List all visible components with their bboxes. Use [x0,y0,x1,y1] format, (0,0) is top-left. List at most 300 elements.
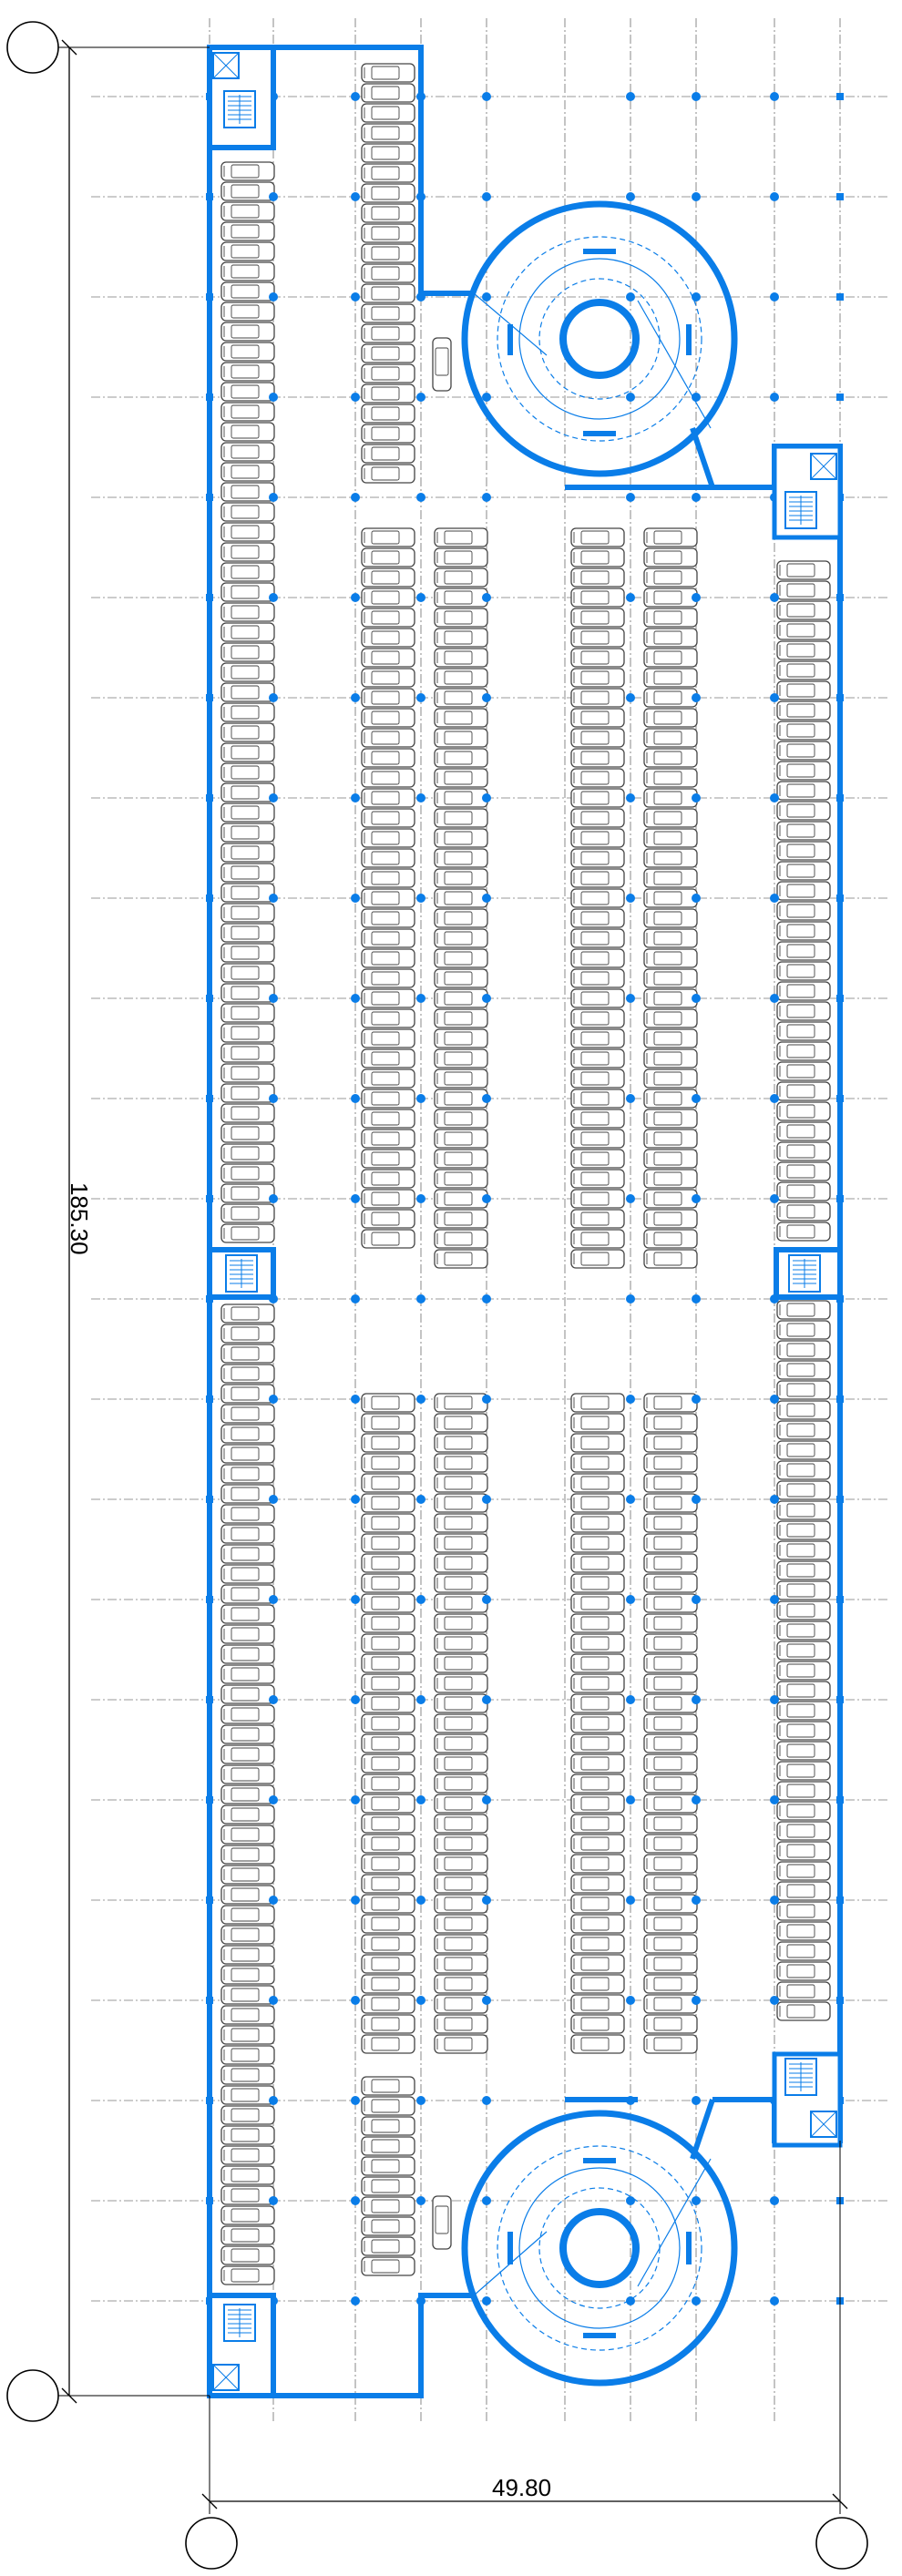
structural-column [692,693,701,702]
parked-car [362,1029,415,1048]
structural-column [626,994,635,1003]
structural-column [416,1094,425,1103]
parked-car [435,1835,487,1853]
parked-car [435,969,487,987]
parked-car [644,669,697,687]
structural-column [770,1495,779,1504]
parked-car [362,64,415,82]
structural-column [351,1695,360,1704]
parked-car [221,984,274,1002]
parked-car [362,889,415,907]
parked-car [571,649,624,667]
parked-car [435,1029,487,1048]
structural-column [626,393,635,402]
parked-car [221,463,274,481]
parked-car [571,1250,624,1268]
parked-car [571,1514,624,1532]
structural-column [626,192,635,201]
parked-car [362,404,415,423]
parked-car [777,1822,830,1840]
parked-car [362,1814,415,1833]
parked-car [644,969,697,987]
parked-car [221,523,274,541]
parked-car [644,1794,697,1813]
parked-car [435,2035,487,2053]
parked-car [777,601,830,619]
parked-car [571,1895,624,1913]
parked-car [221,1505,274,1523]
structural-column [770,693,779,702]
parked-car [777,1202,830,1221]
parked-car [362,1714,415,1733]
structural-column [416,292,425,302]
parked-car [362,284,415,302]
structural-column [770,1395,779,1404]
parked-car [221,1224,274,1242]
parked-car-vertical [433,2196,451,2249]
parked-car [571,829,624,847]
structural-column [770,2296,779,2305]
parked-car [435,1534,487,1552]
structural-column [626,693,635,702]
parked-car [644,1935,697,1953]
parked-car [221,483,274,501]
parked-car [362,324,415,342]
parked-car [362,2015,415,2033]
parked-car [644,1089,697,1108]
parked-car [644,1915,697,1933]
structural-column [770,1194,779,1203]
parked-car [435,1494,487,1512]
parked-car [571,1170,624,1188]
parked-car [221,2266,274,2285]
parked-car [221,2186,274,2204]
exterior-walls [210,47,840,2396]
structural-column [269,1695,278,1704]
structural-column [351,1896,360,1905]
structural-column [692,2196,701,2205]
structural-column [770,2196,779,2205]
parked-car [362,2257,415,2275]
structural-column [482,1495,491,1504]
parked-car [777,1122,830,1140]
parked-car [571,1794,624,1813]
parked-car [362,364,415,383]
parked-car [435,1875,487,1893]
structural-column [269,1595,278,1604]
structural-column [692,2096,701,2105]
parked-car [644,1190,697,1208]
parked-car [221,403,274,421]
parked-car [571,1594,624,1612]
perimeter-column [206,1095,213,1102]
parked-car [221,1585,274,1603]
parked-car [362,204,415,222]
parked-car [777,962,830,980]
parked-car [777,1762,830,1780]
parked-car [362,1434,415,1452]
perimeter-column [206,794,213,802]
perimeter-column [836,1896,844,1904]
ramp-top [465,204,734,487]
parked-car [571,869,624,887]
parked-car [362,2035,415,2053]
parked-car [644,1414,697,1432]
parked-car [435,809,487,827]
parked-car [644,1855,697,1873]
structural-column [482,994,491,1003]
parked-car [435,1514,487,1532]
parked-car [221,1966,274,1984]
parked-car [777,1561,830,1579]
parked-car [435,949,487,967]
parked-car [221,363,274,381]
perimeter-column [206,1796,213,1804]
parked-car [221,2026,274,2044]
parked-car [435,649,487,667]
parked-car [435,1614,487,1632]
parked-car [435,749,487,767]
parked-car [644,2015,697,2033]
parked-car [777,741,830,760]
structural-column [482,92,491,101]
structural-column [692,1595,701,1604]
structural-column [770,1996,779,2005]
parked-car [362,2197,415,2215]
parked-car [362,344,415,363]
parked-car [644,749,697,767]
perimeter-column [836,1496,844,1503]
structural-column [416,894,425,903]
structural-column [351,693,360,702]
parked-car [777,641,830,659]
perimeter-column [836,694,844,701]
structural-column [351,593,360,602]
parked-car [644,829,697,847]
parked-car [644,729,697,747]
structural-column [482,1896,491,1905]
parked-car [362,989,415,1007]
structural-column [351,393,360,402]
parked-car [435,568,487,587]
parked-car [221,322,274,341]
parked-car [571,989,624,1007]
grid-bubble-bottom-1 [186,2518,237,2569]
parked-car [221,262,274,281]
parked-car [435,1250,487,1268]
parked-car [644,1814,697,1833]
parked-car [777,1541,830,1559]
structural-column [482,493,491,502]
parked-car [221,823,274,842]
parked-car [221,1825,274,1844]
perimeter-column [206,1696,213,1703]
parked-car [362,1574,415,1592]
perimeter-column [206,594,213,601]
parked-car [362,608,415,627]
parked-car [777,1621,830,1640]
parked-car [571,709,624,727]
parked-car [644,1895,697,1913]
structural-column [626,793,635,802]
parked-car [435,1434,487,1452]
parked-car [777,1441,830,1459]
parked-car [777,1942,830,1960]
grid-bubble-top-left [7,22,58,73]
parked-car [777,1222,830,1241]
parked-car [362,1935,415,1953]
grid-bubbles [7,22,867,2569]
parked-car [221,663,274,681]
parked-car [362,1514,415,1532]
parked-car [571,1494,624,1512]
parked-car [362,568,415,587]
parked-car [362,1049,415,1068]
perimeter-column [836,1195,844,1202]
parked-car [362,2077,415,2095]
parked-car [362,1534,415,1552]
parked-car [644,1835,697,1853]
structural-column [692,793,701,802]
structural-column [416,1996,425,2005]
structural-column [626,1996,635,2005]
parked-car [435,1634,487,1652]
structural-column [351,793,360,802]
parked-car [221,643,274,661]
parked-car [221,1725,274,1743]
structural-column [692,493,701,502]
structural-column [269,493,278,502]
parked-car [571,1130,624,1148]
parked-car [644,1230,697,1248]
parked-car [571,1855,624,1873]
parked-car [777,1321,830,1339]
parked-car [435,889,487,907]
stair-core-bottom-right [774,2054,840,2145]
parked-car [777,1521,830,1539]
parked-car [435,849,487,867]
parked-car [571,1089,624,1108]
parked-car [571,1835,624,1853]
structural-column [770,1094,779,1103]
parked-car [571,1935,624,1953]
parked-car [571,729,624,747]
structural-column [770,292,779,302]
structural-column [351,894,360,903]
parked-car [362,1915,415,1933]
parked-car [777,862,830,880]
parked-car [571,629,624,647]
parked-car [571,1955,624,1973]
parked-car [362,969,415,987]
parked-car [221,242,274,261]
perimeter-column [206,894,213,902]
structural-column [692,1795,701,1804]
structural-column [269,1795,278,1804]
parked-car [571,1674,624,1692]
structural-column [692,894,701,903]
parked-car [571,1534,624,1552]
structural-column [770,1695,779,1704]
structural-column [770,1795,779,1804]
parked-car [571,1230,624,1248]
parked-car [435,1654,487,1672]
parked-car [777,1162,830,1181]
structural-column [269,793,278,802]
parked-car [435,1574,487,1592]
parked-car [221,1605,274,1623]
structural-column [269,894,278,903]
parked-car [644,1554,697,1572]
structural-column [692,593,701,602]
structural-column [416,493,425,502]
parked-car [221,783,274,802]
structural-column [416,393,425,402]
parked-car [221,1625,274,1643]
parked-car [644,929,697,947]
parked-car [644,1875,697,1893]
parked-car [221,1445,274,1463]
parked-car [362,1089,415,1108]
parked-car [362,769,415,787]
structural-column [692,1896,701,1905]
parked-car [435,1009,487,1027]
parked-car [362,929,415,947]
parked-car [362,528,415,547]
parked-car [221,964,274,982]
parked-car [644,709,697,727]
parked-car [362,749,415,767]
parked-car [221,884,274,902]
parked-car [777,1902,830,1920]
parked-car [362,1474,415,1492]
parked-car [571,969,624,987]
parked-car [362,849,415,867]
perimeter-column [836,394,844,401]
parked-car [644,1454,697,1472]
parked-car [221,944,274,962]
parked-car [644,1774,697,1793]
parked-car [571,1394,624,1412]
parked-car [777,982,830,1000]
structural-column [416,1595,425,1604]
structural-column [269,1094,278,1103]
parked-car [644,769,697,787]
parked-car [362,869,415,887]
parked-car [777,1381,830,1399]
parked-car [571,1995,624,2013]
perimeter-column [836,995,844,1002]
parked-car [362,224,415,242]
parked-car [435,1170,487,1188]
structural-column [482,1595,491,1604]
parked-car [362,144,415,162]
parked-car [777,1022,830,1040]
parked-car [777,1682,830,1700]
parked-car [644,789,697,807]
parked-car [644,1210,697,1228]
parked-car [777,1581,830,1600]
parked-car [362,729,415,747]
structural-column [692,192,701,201]
parked-car [435,1049,487,1068]
parked-car [221,1805,274,1824]
parked-car [362,2177,415,2195]
parked-car [435,1694,487,1712]
parked-car [644,1109,697,1128]
structural-column [351,1094,360,1103]
stair-core-mid-right [776,1250,840,1297]
parked-car [221,2126,274,2144]
parked-car [221,583,274,601]
parked-car [221,1044,274,1062]
parked-car [644,1434,697,1452]
parked-car [221,2246,274,2264]
structural-column [416,1795,425,1804]
stair-core-mid-left [210,1250,273,1297]
structural-column [626,1395,635,1404]
dimension-label-horizontal: 49.80 [492,2474,552,2501]
parked-car [777,1042,830,1060]
structural-column [482,1695,491,1704]
parked-car [362,649,415,667]
structural-column [416,593,425,602]
parked-car [221,683,274,701]
parked-car [644,1029,697,1048]
parked-car [221,543,274,561]
structural-column [626,1896,635,1905]
parked-car [777,1461,830,1479]
parked-car [362,465,415,483]
parked-car [221,924,274,942]
parked-car [571,1634,624,1652]
parked-car [435,1474,487,1492]
parked-car [435,1955,487,1973]
parked-car [221,743,274,762]
parked-car [221,202,274,220]
parked-car [571,1069,624,1088]
parked-car [435,1554,487,1572]
perimeter-column [206,293,213,301]
parked-car [571,789,624,807]
structural-column [351,1395,360,1404]
parked-car [435,1109,487,1128]
parked-car [644,1594,697,1612]
parked-car [777,581,830,599]
parked-car [777,802,830,820]
parked-car [221,2206,274,2224]
parked-car [435,769,487,787]
parked-car [362,588,415,607]
parked-car [571,1434,624,1452]
structural-column [770,894,779,903]
perimeter-column [206,394,213,401]
parked-car [777,1702,830,1720]
structural-column [269,192,278,201]
perimeter-column [836,1997,844,2004]
parked-car [644,1394,697,1412]
parked-car [362,1614,415,1632]
parked-car [221,1665,274,1683]
parked-car [571,548,624,567]
structural-column [626,2196,635,2205]
parked-car [221,763,274,782]
parked-car [362,1150,415,1168]
parked-car [362,2097,415,2115]
perimeter-column [206,1496,213,1503]
parked-car [221,1164,274,1182]
parked-car [221,1705,274,1723]
